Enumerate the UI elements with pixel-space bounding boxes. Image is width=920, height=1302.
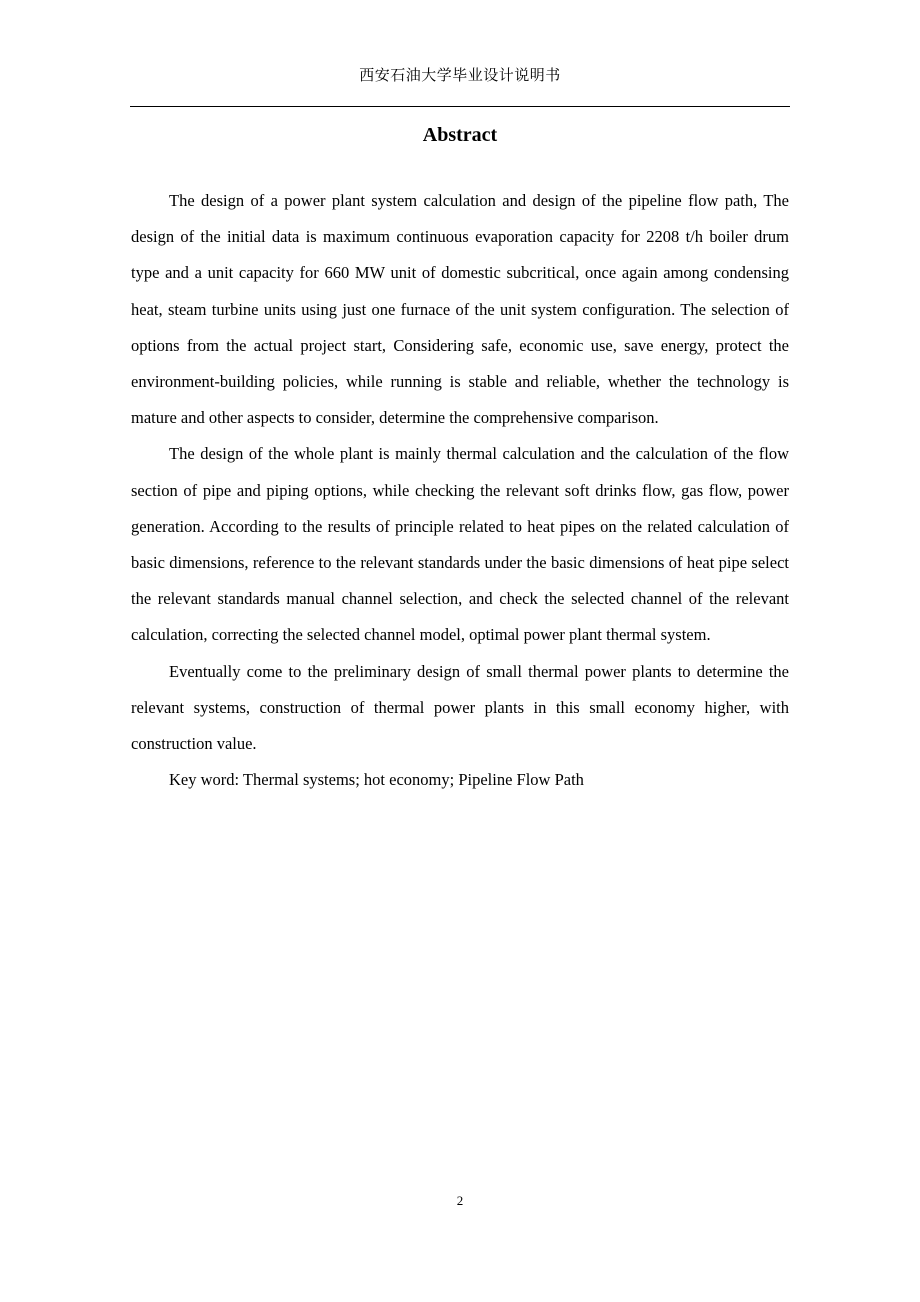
abstract-paragraph-2: The design of the whole plant is mainly thermal calculation and the calculation of the flow section of pipe and piping options, while checking the relevant soft drinks flow, gas flow, power generation. According to the results of principle related to heat pipes on the related calculation of basic dimensions, reference to the relevant standards under the basic dimensions of heat pipe select the relevant standards manual channel selection, and check the selected channel of the relevant calculation, correcting the selected channel model, optimal power plant thermal system.: [131, 444, 789, 645]
running-header: 西安石油大学毕业设计说明书: [359, 66, 561, 84]
header-rule: [130, 106, 790, 107]
abstract-title: Abstract: [422, 124, 498, 146]
keywords-line: Key word: Thermal systems; hot economy; Pipeline Flow Path: [169, 770, 584, 790]
abstract-paragraph-3: Eventually come to the preliminary design of small thermal power plants to determine the relevant systems, construction of thermal power plants in this small economy higher, with construction value.: [131, 661, 789, 754]
abstract-paragraph-1: The design of a power plant system calculation and design of the pipeline flow path, The design of the initial data is maximum continuous evaporation capacity for 2208 t/h boiler drum type and a unit capacity for 660 MW unit of domestic subcritical, once again among condensing heat, steam turbine units using just one furnace of the unit system configuration. The selection of options from the actual project start, Considering safe, economic use, save energy, protect the environment-building policies, while running is stable and reliable, whether the technology is mature and other aspects to consider, determine the comprehensive comparison.: [131, 191, 789, 428]
page-number: 2: [456, 1193, 464, 1208]
abstract-body: [131, 183, 789, 798]
